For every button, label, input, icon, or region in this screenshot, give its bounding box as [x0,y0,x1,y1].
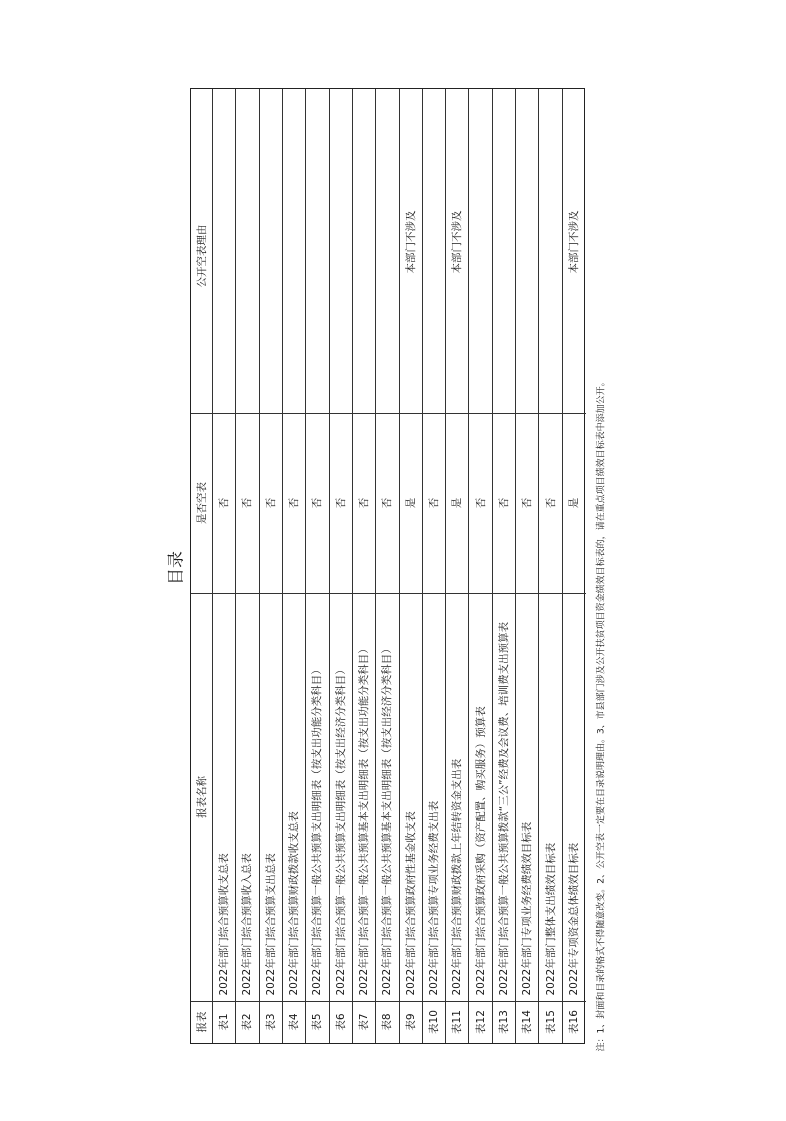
cell-text: 表5 [311,1013,324,1031]
cell-divider [213,593,235,594]
cell-divider [213,1001,235,1002]
cell-text: 2022年部门综合预算支出总表 [264,852,277,995]
cell-divider [260,593,282,594]
cell-text: 表14 [520,1010,533,1034]
header-cell-reason [191,87,212,413]
cell-text: 否 [381,497,394,509]
cell-divider [213,413,235,414]
cell-reason [446,87,468,413]
cell-code [306,1001,328,1043]
cell-name [260,593,282,1001]
cell-name [516,593,538,1001]
cell-text: 2022年部门综合预算一般公共预算支出明细表（按支出经济分类科目） [334,663,347,995]
cell-text: 2022年部门专项业务经费绩效目标表 [520,821,533,995]
cell-code [353,1001,375,1043]
cell-text: 表9 [404,1013,417,1031]
cell-empty [469,413,491,593]
cell-text: 本部门不涉及 [451,210,464,273]
cell-text: 否 [427,497,440,509]
cell-reason [260,87,282,413]
cell-name [306,593,328,1001]
cell-code [283,1001,305,1043]
cell-divider [353,593,375,594]
cell-divider [516,413,538,414]
cell-text: 表13 [497,1010,510,1034]
cell-reason [563,87,586,413]
cell-divider [306,1001,328,1002]
cell-reason [306,87,328,413]
cell-empty [306,413,328,593]
cell-divider [446,413,468,414]
cell-divider [446,593,468,594]
cell-text: 表10 [427,1010,440,1034]
cell-name [469,593,491,1001]
cell-divider [539,413,561,414]
cell-divider [236,593,258,594]
cell-divider [469,593,491,594]
cell-code [516,1001,538,1043]
cell-divider [423,413,445,414]
cell-text: 是 [404,497,417,509]
table-row [236,89,259,1043]
cell-divider [330,1001,352,1002]
cell-text: 2022年部门综合预算收入总表 [241,852,254,995]
cell-text: 表1 [217,1013,230,1031]
cell-empty [539,413,561,593]
cell-empty [563,413,586,593]
cell-divider [493,1001,515,1002]
cell-name [330,593,352,1001]
cell-text: 否 [520,497,533,509]
cell-reason [330,87,352,413]
cell-text: 2022年部门综合预算一般公共预算支出明细表（按支出功能分类科目） [311,663,324,995]
cell-divider [376,593,398,594]
cell-text: 2022年部门综合预算财政拨款上年结转资金支出表 [451,758,464,995]
cell-divider [191,413,212,414]
cell-divider [283,1001,305,1002]
cell-text: 表4 [287,1013,300,1031]
cell-divider [191,593,212,594]
cell-name [400,593,422,1001]
cell-empty [376,413,398,593]
table-row [260,89,283,1043]
cell-empty [493,413,515,593]
cell-text: 表3 [264,1013,277,1031]
cell-divider [423,1001,445,1002]
cell-divider [191,1001,212,1002]
cell-text: 否 [497,497,510,509]
cell-reason [236,87,258,413]
cell-name [283,593,305,1001]
cell-empty [400,413,422,593]
cell-divider [236,1001,258,1002]
cell-code [236,1001,258,1043]
cell-empty [330,413,352,593]
cell-name [213,593,235,1001]
cell-empty [423,413,445,593]
cell-text: 否 [544,497,557,509]
cell-divider [236,413,258,414]
cell-text: 报表 [195,1011,208,1033]
cell-divider [353,413,375,414]
cell-divider [469,1001,491,1002]
cell-empty [516,413,538,593]
table-row [353,89,376,1043]
cell-code [330,1001,352,1043]
cell-text: 是 [451,497,464,509]
catalog-table [190,88,585,1044]
cell-divider [306,593,328,594]
cell-text: 报表名称 [195,776,208,818]
cell-divider [376,413,398,414]
table-row [423,89,446,1043]
cell-code [563,1001,586,1043]
cell-divider [330,593,352,594]
cell-text: 表2 [241,1013,254,1031]
table-row [563,89,586,1043]
cell-divider [493,593,515,594]
table-row [283,89,306,1043]
cell-code [376,1001,398,1043]
cell-empty [446,413,468,593]
cell-divider [469,413,491,414]
cell-divider [283,593,305,594]
cell-divider [539,593,561,594]
cell-text: 表12 [474,1010,487,1034]
cell-text: 否 [334,497,347,509]
cell-empty [236,413,258,593]
table-row [376,89,399,1043]
cell-reason [353,87,375,413]
table-row [400,89,423,1043]
document-title [160,548,188,588]
table-row [446,89,469,1043]
cell-text: 2022年部门综合预算财政拨款收支总表 [287,810,300,995]
document-title-text: 目录 [166,551,187,585]
cell-text: 否 [311,497,324,509]
cell-text: 否 [217,497,230,509]
cell-text: 2022年部门综合预算一般公共预算基本支出明细表（按支出功能分类科目） [357,642,370,995]
cell-reason [400,87,422,413]
cell-code [539,1001,561,1043]
cell-text: 2022年专项资金总体绩效目标表 [568,842,581,995]
cell-divider [400,593,422,594]
cell-divider [539,1001,561,1002]
cell-text: 2022年部门整体支出绩效目标表 [544,842,557,995]
cell-divider [400,413,422,414]
footnote-text: 注：1、封面和目录的格式不得随意改变。2、公开空表一定要在目录说明理由。3、市县部门涉及公开扶贫项目资金绩效目标表的，请在重点项目绩效目标表中添加公开。 [596,377,607,1052]
table-row [493,89,516,1043]
table-row [306,89,329,1043]
table-header-row [191,89,213,1043]
cell-text: 表15 [544,1010,557,1034]
header-cell-name [191,593,212,1001]
cell-code [469,1001,491,1043]
cell-reason [213,87,235,413]
cell-reason [469,87,491,413]
header-cell-empty [191,413,212,593]
cell-divider [376,1001,398,1002]
cell-text: 否 [357,497,370,509]
cell-text: 表8 [381,1013,394,1031]
cell-text: 2022年部门综合预算政府采购（资产配置、购买服务）预算表 [474,705,487,995]
cell-divider [330,413,352,414]
table-row [330,89,353,1043]
cell-divider [260,1001,282,1002]
cell-code [400,1001,422,1043]
cell-divider [353,1001,375,1002]
table-row [469,89,492,1043]
footnote [591,377,609,1058]
cell-reason [493,87,515,413]
cell-divider [516,593,538,594]
cell-text: 表11 [451,1010,464,1034]
cell-divider [563,1001,586,1002]
cell-divider [516,1001,538,1002]
cell-empty [260,413,282,593]
cell-code [260,1001,282,1043]
cell-text: 2022年部门综合预算专项业务经费支出表 [427,800,440,995]
cell-empty [283,413,305,593]
cell-divider [493,413,515,414]
cell-divider [400,1001,422,1002]
cell-reason [516,87,538,413]
cell-code [493,1001,515,1043]
cell-name [563,593,586,1001]
cell-text: 本部门不涉及 [404,210,417,273]
cell-text: 表6 [334,1013,347,1031]
cell-reason [283,87,305,413]
cell-text: 本部门不涉及 [568,210,581,273]
cell-text: 表16 [568,1010,581,1034]
cell-text: 否 [241,497,254,509]
header-cell-code [191,1001,212,1043]
cell-name [493,593,515,1001]
cell-text: 表7 [357,1013,370,1031]
cell-divider [423,593,445,594]
table-row [539,89,562,1043]
table-row [213,89,236,1043]
cell-code [423,1001,445,1043]
cell-empty [353,413,375,593]
cell-name [353,593,375,1001]
cell-divider [283,413,305,414]
cell-text: 否 [287,497,300,509]
cell-text: 2022年部门综合预算一般公共预算基本支出明细表（按支出经济分类科目） [381,642,394,995]
cell-reason [376,87,398,413]
cell-name [376,593,398,1001]
cell-divider [563,413,586,414]
cell-text: 2022年部门综合预算政府性基金收支表 [404,810,417,995]
cell-code [213,1001,235,1043]
cell-name [423,593,445,1001]
table-row [516,89,539,1043]
cell-name [236,593,258,1001]
cell-text: 公开空表理由 [195,224,208,287]
cell-divider [563,593,586,594]
cell-empty [213,413,235,593]
cell-reason [539,87,561,413]
cell-text: 是否空表 [195,482,208,524]
cell-text: 否 [264,497,277,509]
cell-divider [446,1001,468,1002]
cell-reason [423,87,445,413]
cell-code [446,1001,468,1043]
cell-text: 否 [474,497,487,509]
cell-divider [260,413,282,414]
cell-text: 是 [568,497,581,509]
cell-text: 2022年部门综合预算收支总表 [217,852,230,995]
cell-divider [306,413,328,414]
cell-text: 2022年部门综合预算一般公共预算拨款“三公”经费及会议费、培训费支出预算表 [497,621,510,995]
cell-name [446,593,468,1001]
cell-name [539,593,561,1001]
